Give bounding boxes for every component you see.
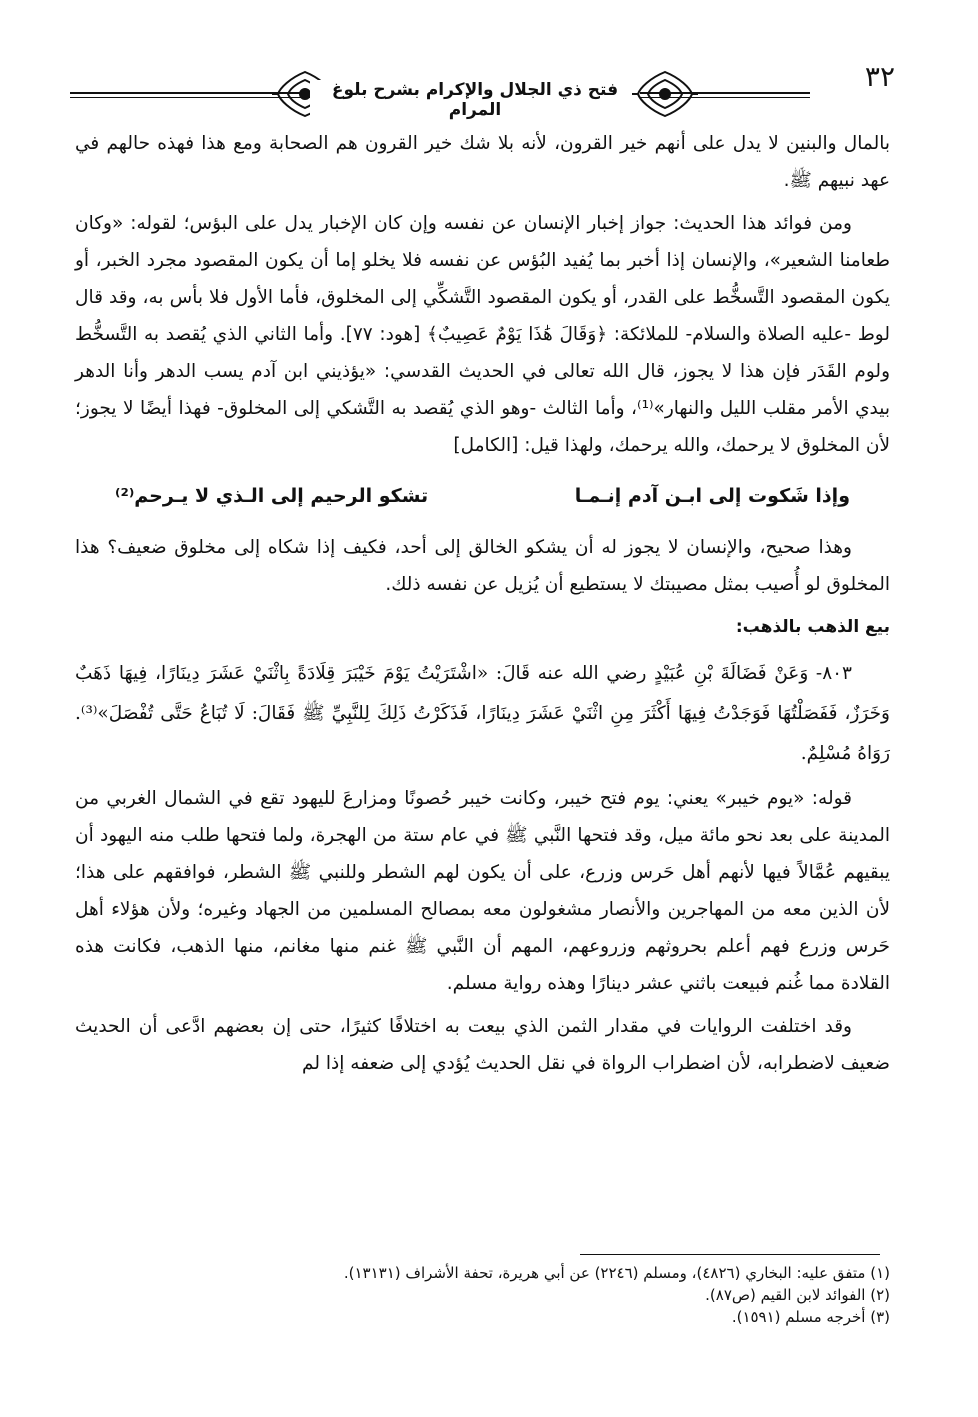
paragraph: وهذا صحيح، والإنسان لا يجوز له أن يشكو الخالق إلى أحد، فكيف إذا شكاه إلى مخلوق ضعيف؟ هذا المخلوق لو أُصيب بمثل مصيبتك لا يستطيع أن يُزيل عن نفسه ذلك. — [75, 537, 890, 595]
ornament-right-icon — [630, 68, 700, 120]
verse-hemistich-second: تشكو الرحيم إلى الـذي لا يـرحم⁽²⁾ — [115, 485, 429, 507]
paragraph: بالمال والبنين لا يدل على أنهم خير القرون، لأنه بلا شك خير القرون هم الصحابة ومع هذا فهذه حالهم في عهد نبيهم ﷺ. — [75, 133, 890, 191]
page-number: ٣٢ — [864, 60, 895, 93]
paragraph: قوله: «يوم خيبر» يعني: يوم فتح خيبر، وكانت خيبر حُصونًا ومزارعَ لليهود تقع في الشمال الغربي من المدينة على بعد نحو مائة ميل، وقد فتحها النَّبي ﷺ في عام ستة من الهجرة، ولما فتحها طلب منه اليهود أن يبقيهم عُمَّالاً فيها لأنهم أهل حَرس وزرع، على أن يكون لهم الشطر وللنبي ﷺ الشطر، فوافقهم على هذا؛ لأن الذين معه من المهاجرين والأنصار مشغولون معه بمصالح المسلمين من الجهاد وغيره؛ ولأن هؤلاء أهل حَرس وزرع فهم أعلم بحروثهم وزروعهم، المهم أن النَّبي ﷺ غنم منها مغانم، منها الذهب، فكانت هذه القلادة مما غُنم فبيعت باثني عشر دينارًا وهذه رواية مسلم. — [75, 788, 890, 994]
footnotes — [90, 1262, 890, 1328]
poetry-verse — [75, 470, 890, 529]
hadith-text: ٨٠٣- وَعَنْ فَضَالَةَ بْنِ عُبَيْدٍ رضي الله عنه قَالَ: «اشْتَرَيْتُ يَوْمَ خَيْبَرَ قِلَادَةً بِاثْنَيْ عَشَرَ دِينَارًا، فِيهَا ذَهَبٌ وَخَرَزٌ، فَفَصَلْتُهَا فَوَجَدْتُ فِيهَا أَكْثَرَ مِنِ اثْنَيْ عَشَرَ دِينَارًا، فَذَكَرْتُ ذَلِكَ لِلنَّبِيِّ ﷺ فَقَالَ: لَا تُبَاعُ حَتَّى تُفْصَلَ»⁽³⁾. رَوَاهُ مُسْلِمٌ. — [75, 663, 890, 764]
footnote-separator — [580, 1254, 880, 1255]
main-text — [75, 125, 890, 1088]
footnote: (٢) الفوائد لابن القيم (ص٨٧). — [705, 1286, 890, 1304]
paragraph: وقد اختلفت الروايات في مقدار الثمن الذي بيعت به اختلافًا كثيرًا، حتى إن بعضهم ادَّعى أن الحديث ضعيف لاضطرابه، لأن اضطراب الرواة في نقل الحديث يُؤدي إلى ضعفه إذا لم — [75, 1016, 890, 1074]
paragraph: ومن فوائد هذا الحديث: جواز إخبار الإنسان عن نفسه وإن كان الإخبار يدل على البؤس؛ لقوله: «وكان طعامنا الشعير»، والإنسان إذا أخبر بما يُفيد البُؤس عن نفسه فلا يخلو إما أن يكون المقصود مجرد الخبر، أو يكون المقصود التَّسخُّط على القدر، أو يكون المقصود التَّشكِّي إلى المخلوق، فأما الأول فلا بأس به، وقد قال لوط -عليه الصلاة والسلام- للملائكة: ﴿وَقَالَ هَٰذَا يَوْمٌ عَصِيبٌ﴾ [هود: ٧٧]. وأما الثاني الذي يُقصد به التَّسخُّط ولوم القَدَر فإن هذا لا يجوز، قال الله تعالى في الحديث القدسي: «يؤذيني ابن آدم يسب الدهر وأنا الدهر بيدي الأمر مقلب الليل والنهار»⁽¹⁾، وأما الثالث -وهو الذي يُقصد به التَّشكي إلى المخلوق- فهذا أيضًا لا يجوز؛ لأن المخلوق لا يرحمك، والله يرحمك، ولهذا قيل: [الكامل] — [75, 213, 891, 456]
running-title: فتح ذي الجلال والإكرام بشرح بلوغ المرام — [310, 80, 640, 120]
section-heading: بيع الذهب بالذهب: — [735, 617, 890, 637]
footnote: (٣) أخرجه مسلم (١٥٩١). — [731, 1308, 890, 1326]
footnote: (١) متفق عليه: البخاري (٤٨٢٦)، ومسلم (٢٢٤٦) عن أبي هريرة، تحفة الأشراف (١٣١٣١). — [343, 1264, 890, 1282]
verse-hemistich-first: وإذا شَكوت إلى ابـن آدم إنـمـا — [574, 485, 850, 507]
